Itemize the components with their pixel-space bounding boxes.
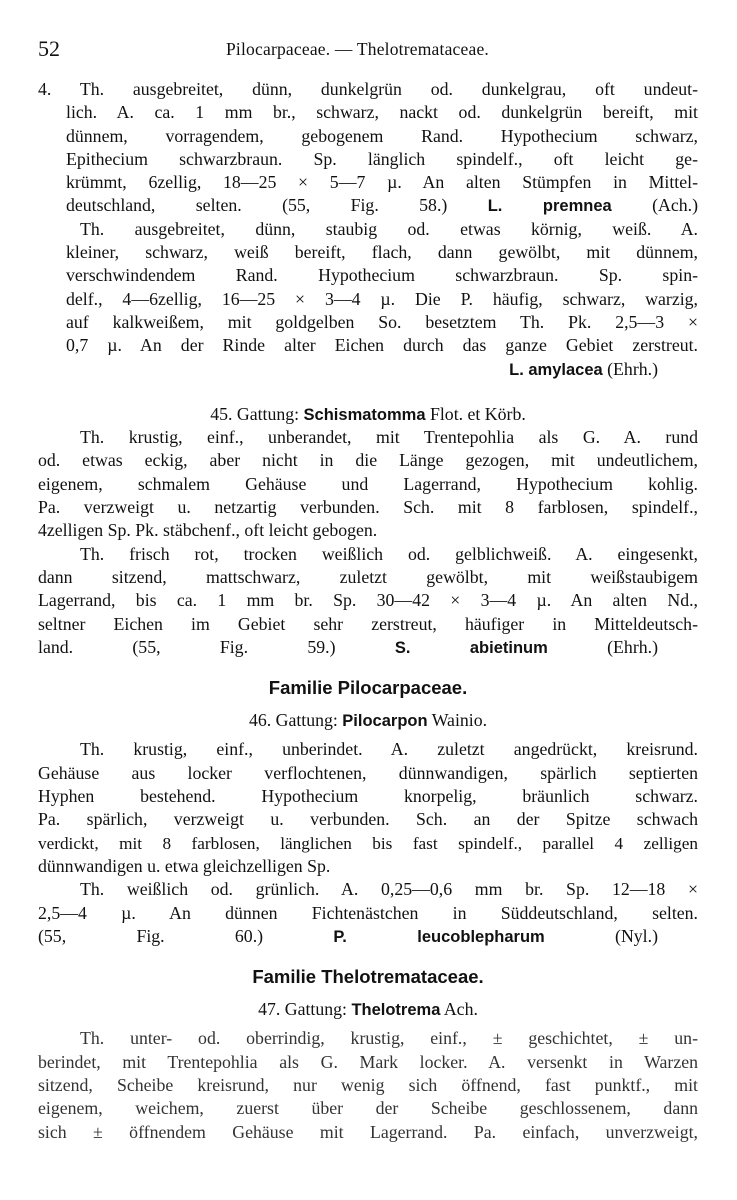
text-line: verdickt, mit 8 farblosen, länglichen bis fast spindelf., parallel 4 zelligen <box>38 833 698 853</box>
text-line: 4. Th. ausgebreitet, dünn, dunkelgrün od. dunkelgrau, oft undeut- <box>38 79 698 99</box>
species-name: S. abietinum <box>394 638 548 657</box>
text-line: auf kalkweißem, mit goldgelben So. besetztem Th. Pk. 2,5—3 × <box>66 311 698 332</box>
text-line: sitzend, Scheibe kreisrund, nur wenig sich öffnend, fast punktf., mit <box>38 1074 698 1095</box>
text-line: deutschland, selten. (55, Fig. 58.) <box>66 195 448 216</box>
text-line: Hyphen bestehend. Hypothecium knorpelig, bräunlich schwarz. <box>38 786 698 807</box>
genus-author: Wainio. <box>431 710 488 731</box>
text-line: land. (55, Fig. 59.) <box>38 636 336 657</box>
text-line: Th. ausgebreitet, dünn, staubig od. etwas körnig, weiß. A. <box>80 218 698 239</box>
text-line: od. etwas eckig, aber nicht in die Länge gezogen, mit undeutlichem, <box>38 450 698 471</box>
genus-author: Ach. <box>443 999 478 1020</box>
genus-heading <box>38 403 698 426</box>
text-line: krümmt, 6zellig, 18—25 × 5—7 µ. An alten Stümpfen in Mittel- <box>66 172 698 193</box>
page-number: 52 <box>38 36 60 61</box>
species-line <box>38 636 698 659</box>
species-line <box>38 925 698 948</box>
text-line: eigenem, schmalem Gehäuse und Lagerrand, Hypothecium kohlig. <box>38 473 698 494</box>
body-text <box>38 78 698 1144</box>
species-line <box>38 358 698 381</box>
genus-heading <box>38 709 698 732</box>
text-line: 0,7 µ. An der Rinde alter Eichen durch das ganze Gebiet zerstreut. <box>66 335 698 356</box>
text-line: Th. weißlich od. grünlich. A. 0,25—0,6 mm br. Sp. 12—18 × <box>80 879 698 900</box>
text-line: 2,5—4 µ. An dünnen Fichtenästchen in Süddeutschland, selten. <box>38 902 698 923</box>
text-line: Gehäuse aus locker verflochtenen, dünnwandigen, spärlich septierten <box>38 762 698 783</box>
text-line: sich ± öffnendem Gehäuse mit Lagerrand. Pa. einfach, unverzweigt, <box>38 1121 698 1142</box>
genus-name: Thelotrema <box>351 1001 441 1020</box>
running-title: Pilocarpaceae. — Thelotremataceae. <box>226 39 489 59</box>
text-line: dünnwandigen u. etwa gleichzelligen Sp. <box>38 855 331 876</box>
species-name: L. premnea <box>487 197 612 216</box>
text-line: Pa. verzweigt u. netzartig verbunden. Sch. mit 8 farblosen, spindelf., <box>38 497 698 518</box>
genus-name: Schismatomma <box>303 405 426 424</box>
text-line: verschwindendem Rand. Hypothecium schwarzbraun. Sp. spin- <box>66 265 698 286</box>
text-line: lich. A. ca. 1 mm br., schwarz, nackt od. dunkelgrün bereift, mit <box>66 102 698 123</box>
text-line: Th. frisch rot, trocken weißlich od. gelblichweiß. A. eingesenkt, <box>80 543 698 564</box>
text-line: Th. unter- od. oberrindig, krustig, einf., ± geschichtet, ± un- <box>80 1028 698 1049</box>
species-name: L. amylacea <box>509 360 603 379</box>
text-line: Th. krustig, einf., unberindet. A. zuletzt angedrückt, kreisrund. <box>80 739 698 760</box>
species-name: P. leucoblepharum <box>333 927 545 946</box>
text-line: seltner Eichen im Gebiet sehr zerstreut, häufiger in Mitteldeutsch- <box>38 613 698 634</box>
species-author: (Ehrh.) <box>607 636 658 657</box>
species-author: (Nyl.) <box>615 925 658 946</box>
text-line: kleiner, schwarz, weiß bereift, flach, dann gewölbt, mit dünnem, <box>66 242 698 263</box>
text-line: Th. krustig, einf., unberandet, mit Trentepohlia als G. A. rund <box>80 427 698 448</box>
species-author: (Ach.) <box>652 195 698 216</box>
text-line: berindet, mit Trentepohlia als G. Mark locker. A. versenkt in Warzen <box>38 1051 698 1072</box>
text-line: dünnem, vorragendem, gebogenem Rand. Hypothecium schwarz, <box>66 125 698 146</box>
text-line: Pa. spärlich, verzweigt u. verbunden. Sch. an der Spitze schwach <box>38 809 698 830</box>
genus-name: Pilocarpon <box>342 712 428 731</box>
species-author: (Ehrh.) <box>607 358 658 379</box>
text-line: delf., 4—6zellig, 16—25 × 3—4 µ. Die P. häufig, schwarz, warzig, <box>66 288 698 309</box>
text-line: Epithecium schwarzbraun. Sp. länglich spindelf., oft leicht ge- <box>66 148 698 169</box>
genus-heading <box>38 998 698 1021</box>
running-head <box>38 36 698 64</box>
family-heading: Familie Pilocarpaceae. <box>268 677 468 699</box>
text-line: eigenem, weichem, zuerst über der Scheibe geschlossenem, dann <box>38 1098 698 1119</box>
text-line: Lagerrand, bis ca. 1 mm br. Sp. 30—42 × 3—4 µ. An alten Nd., <box>38 590 698 611</box>
text-line: (55, Fig. 60.) <box>38 925 264 946</box>
species-line <box>38 194 698 217</box>
genus-number: 45. Gattung: <box>210 403 300 424</box>
family-heading: Familie Thelotremataceae. <box>252 966 484 988</box>
text-line: dann sitzend, mattschwarz, zuletzt gewölbt, mit weißstaubigem <box>38 566 698 587</box>
text-line: 4zelligen Sp. Pk. stäbchenf., oft leicht gebogen. <box>38 520 378 541</box>
genus-number: 47. Gattung: <box>258 999 347 1020</box>
genus-number: 46. Gattung: <box>248 710 338 731</box>
genus-author: Flot. et Körb. <box>429 403 526 424</box>
